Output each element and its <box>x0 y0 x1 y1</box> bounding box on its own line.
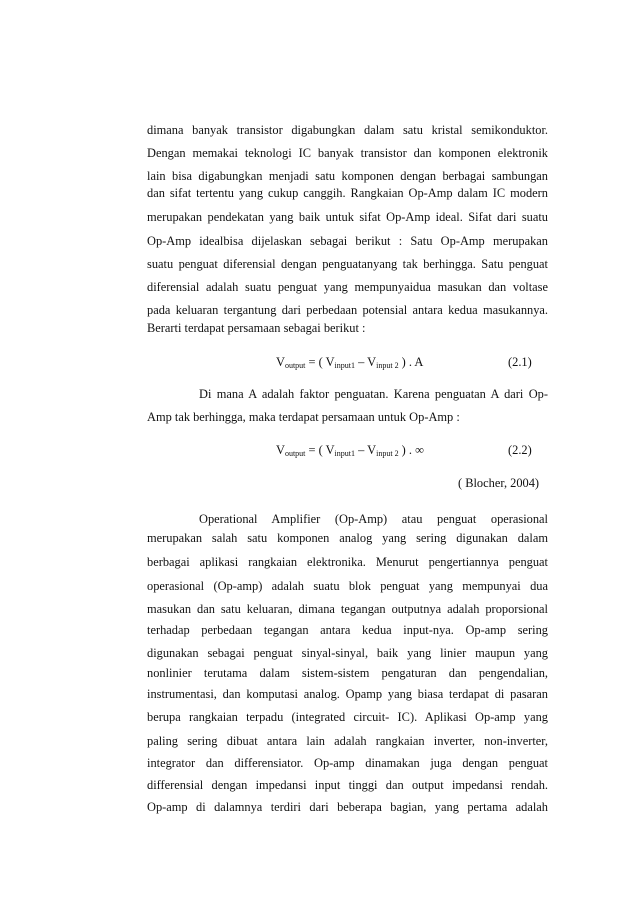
text-line: instrumentasi, dan komputasi analog. Opamp yang biasa terdapat di pasaran <box>147 687 548 701</box>
text-line: dan sifat tertentu yang cukup canggih. Rangkaian Op-Amp dalam IC modern <box>147 186 548 200</box>
text-line: Dengan memakai teknologi IC banyak transistor dan komponen elektronik <box>147 146 548 160</box>
text-line: paling sering dibuat antara lain adalah rangkaian inverter, non-inverter, <box>147 734 548 748</box>
text-line: Op-Amp idealbisa dijelaskan sebagai berikut : Satu Op-Amp merupakan <box>147 234 548 248</box>
text-line: digunakan sebagai penguat sinyal-sinyal, baik yang linier maupun yang <box>147 646 548 660</box>
text-line: berbagai aplikasi rangkaian elektronika. Menurut pengertiannya penguat <box>147 555 548 569</box>
text-line: integrator dan differensiator. Op-amp dinamakan juga dengan penguat <box>147 756 548 770</box>
text-line: merupakan pendekatan yang baik untuk sifat Op-Amp ideal. Sifat dari suatu <box>147 210 548 224</box>
citation: ( Blocher, 2004) <box>458 476 540 490</box>
text-line: dimana banyak transistor digabungkan dalam satu kristal semikonduktor. <box>147 123 548 137</box>
text-line: pada keluaran tergantung dari perbedaan potensial antara kedua masukannya. <box>147 303 548 317</box>
text-line: terhadap perbedaan tegangan antara kedua input-nya. Op-amp sering <box>147 623 548 637</box>
text-line: Operational Amplifier (Op-Amp) atau penguat operasional <box>199 512 548 526</box>
text-line: berupa rangkaian terpadu (integrated circuit- IC). Aplikasi Op-amp yang <box>147 710 548 724</box>
equation-2-2: $V_{output}$ = ( $V_{input1} - V_{input 2}$ ) . ∞ <box>276 443 424 458</box>
text-line: Amp tak berhingga, maka terdapat persamaan untuk Op-Amp : <box>147 410 460 424</box>
text-line: operasional (Op-amp) adalah suatu blok penguat yang mempunyai dua <box>147 579 548 593</box>
text-line: Di mana A adalah faktor penguatan. Karena penguatan A dari Op- <box>199 387 548 401</box>
equation-number: (2.2) <box>508 443 532 457</box>
text-line: Op-amp di dalamnya terdiri dari beberapa bagian, yang pertama adalah <box>147 800 548 814</box>
text-line: differensial dengan impedansi input tinggi dan output impedansi rendah. <box>147 778 548 792</box>
text-line: diferensial adalah suatu penguat yang mempunyaidua masukan dan voltase <box>147 280 548 294</box>
text-line: suatu penguat diferensial dengan penguatanyang tak berhingga. Satu penguat <box>147 257 548 271</box>
text-line: Berarti terdapat persamaan sebagai berikut : <box>147 321 366 335</box>
text-line: merupakan salah satu komponen analog yang sering digunakan dalam <box>147 531 548 545</box>
text-line: masukan dan satu keluaran, dimana tegangan outputnya adalah proporsional <box>147 602 548 616</box>
equation-2-1: $V_{output}$ = ( $V_{input1} - V_{input 2}$ ) . A <box>276 355 424 370</box>
text-line: lain bisa digabungkan menjadi satu komponen dengan berbagai sambungan <box>147 169 548 183</box>
text-line: nonlinier terutama dalam sistem-sistem pengaturan dan pengendalian, <box>147 666 548 680</box>
equation-number: (2.1) <box>508 355 532 369</box>
